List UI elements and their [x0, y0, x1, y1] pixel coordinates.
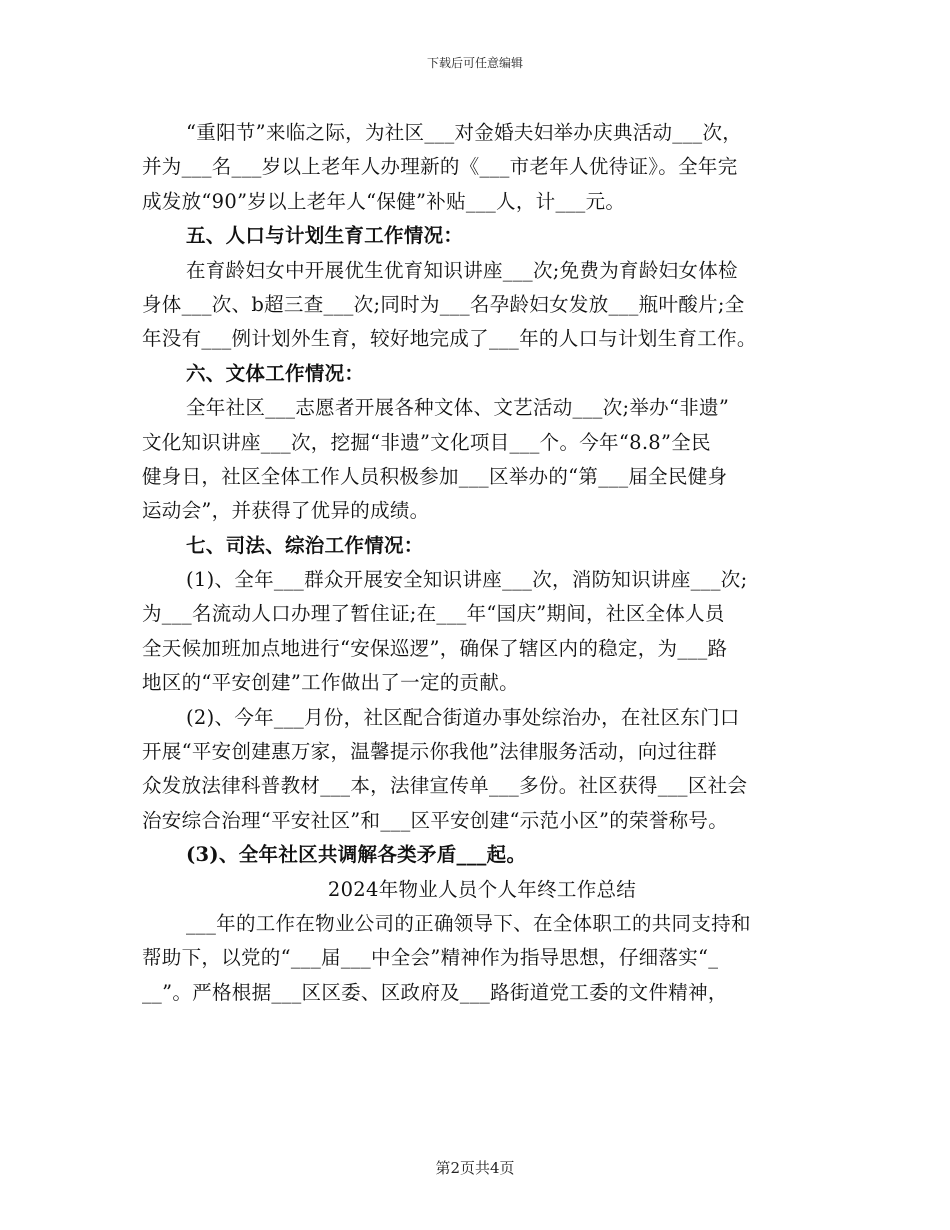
paragraph-line: 年没有___例计划外生育，较好地完成了___年的人口与计划生育工作。 — [142, 327, 757, 351]
paragraph-line: “重阳节”来临之际，为社区___对金婚夫妇举办庆典活动___次， — [186, 121, 743, 144]
paragraph-line: ___年的工作在物业公司的正确领导下、在全体职工的共同支持和 — [186, 911, 751, 935]
paragraph-line: 并为___名___岁以上老年人办理新的《___市老年人优待证》。全年完 — [142, 155, 738, 179]
document-body — [142, 116, 822, 1010]
section-heading: 七、司法、综治工作情况： — [186, 533, 424, 557]
section-heading: 五、人口与计划生育工作情况： — [186, 224, 464, 248]
paragraph-line: 治安综合治理“平安社区”和___区平安创建“示范小区”的荣誉称号。 — [142, 808, 729, 832]
paragraph-line: 众发放法律科普教材___本，法律宣传单___多份。社区获得___区社会 — [142, 774, 748, 798]
paragraph-line: 开展“平安创建惠万家，温馨提示你我他”法律服务活动，向过往群 — [142, 740, 717, 764]
paragraph-line: (2)、今年___月份，社区配合街道办事处综治办，在社区东门口 — [186, 705, 740, 729]
paragraph-line: 成发放“90”岁以上老年人“保健”补贴___人，计___元。 — [142, 189, 626, 213]
paragraph-line: 地区的“平安创建”工作做出了一定的贡献。 — [142, 671, 519, 695]
section-heading: 六、文体工作情况： — [186, 361, 365, 385]
paragraph-line: 身体___次、b超三查___次;同时为___名孕龄妇女发放___瓶叶酸片;全 — [142, 292, 745, 316]
paragraph-line: 全天候加班加点地进行“安保巡逻”，确保了辖区内的稳定，为___路 — [142, 636, 728, 660]
paragraph-line: 全年社区___志愿者开展各种文体、文艺活动___次;举办“非遗” — [186, 396, 730, 420]
section-heading: (3)、全年社区共调解各类矛盾___起。 — [186, 843, 527, 867]
page-footer: 第2页共4页 — [435, 1159, 515, 1177]
paragraph-line: 帮助下，以党的“___届___中全会”精神作为指导思想，仔细落实“_ — [142, 946, 719, 970]
paragraph-line: 在育龄妇女中开展优生优育知识讲座___次;免费为育龄妇女体检 — [186, 258, 738, 282]
paragraph-line: (1)、全年___群众开展安全知识讲座___次，消防知识讲座___次; — [186, 568, 748, 592]
paragraph-line: 运动会”，并获得了优异的成绩。 — [142, 499, 430, 523]
document-title: 2024年物业人员个人年终工作总结 — [327, 877, 637, 901]
page-header: 下载后可任意编辑 — [426, 56, 523, 70]
paragraph-line: 健身日，社区全体工作人员积极参加___区举办的“第___届全民健身 — [142, 464, 728, 488]
paragraph-line: __”。严格根据___区区委、区政府及___路街道党工委的文件精神， — [142, 980, 728, 1004]
paragraph-line: 为___名流动人口办理了暂住证;在___年“国庆”期间，社区全体人员 — [142, 602, 725, 626]
paragraph-line: 文化知识讲座___次，挖掘“非遗”文化项目___个。今年“8.8”全民 — [142, 430, 711, 454]
